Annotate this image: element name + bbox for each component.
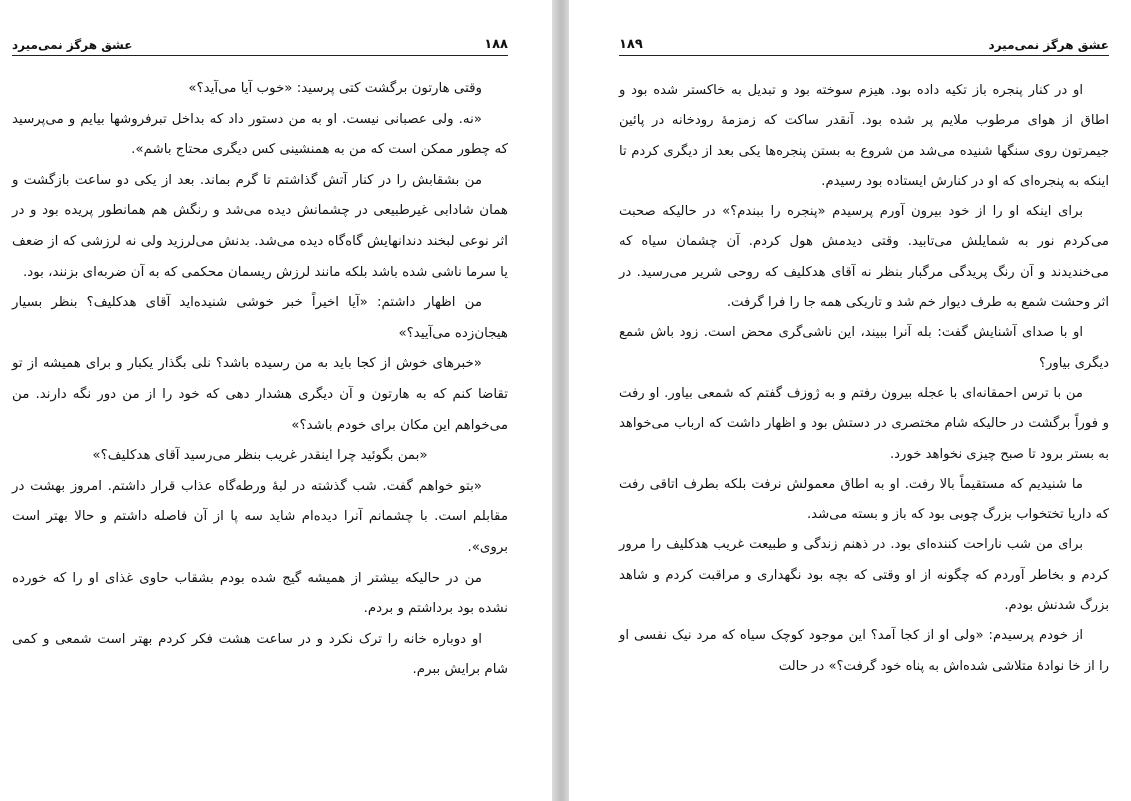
left-paragraph-7: «بتو خواهم گفت. شب گذشته در لبهٔ ورطه‌گاه عذاب قرار داشتم. امروز بهشت در مقابلم است. با چشمانم آنرا دیده‌ام شاید سه پا از آن فاصله داشتم و حالا بهتر است بروی». (12, 478, 508, 555)
left-paragraph-5: «خبرهای خوش از کجا باید به من رسیده باشد؟ نلی بگذار یکبار و برای همیشه از تو تقاضا کنم که به هارتون و آن دیگری هشدار دهی که خود را از من دور نگه دارند. من می‌خواهم این مکان برای خودم باشد؟» (12, 356, 508, 433)
left-text-body (12, 74, 508, 686)
left-page (0, 0, 552, 801)
right-running-head (619, 30, 1109, 56)
right-page (569, 0, 1131, 801)
left-paragraph-4: من اظهار داشتم: «آیا اخیراً خبر خوشی شنیده‌اید آقای هدکلیف؟ بنظر بسیار هیجان‌زده می‌آیید؟» (12, 295, 508, 341)
right-paragraph-5: ما شنیدیم که مستقیماً بالا رفت. او به اطاق معمولش نرفت بلکه بطرف اتاقی رفت که داریا تختخواب بزرگ چوبی بود که باز و بسته می‌شد. (619, 476, 1109, 523)
right-paragraph-3: او با صدای آشنایش گفت: بله آنرا ببیند، این ناشی‌گری محض است. زود باش شمع دیگری بیاور؟ (619, 325, 1109, 371)
right-paragraph-6: برای من شب ناراحت کننده‌ای بود. در ذهنم زندگی و طبیعت غریب هدکلیف را مرور کردم و بخاطر آوردم که چگونه از او وقتی که بچه بود نگهداری و مراقبت کردم و شاهد بزرگ شدنش بودم. (619, 537, 1109, 614)
left-paragraph-9: او دوباره خانه را ترک نکرد و در ساعت هشت فکر کردم بهتر است شمعی و کمی شام برایش ببرم. (12, 631, 508, 678)
left-paragraph-2: «نه. ولی عصبانی نیست. او به من دستور داد که بداخل تبرفروشها بیایم و می‌پرسید که چطور ممکن است که من به همنشینی کس دیگری محتاج باشم». (12, 111, 508, 158)
right-paragraph-2: برای اینکه او را از خود بیرون آورم پرسیدم «پنجره را ببندم؟» در حالیکه صحبت می‌کردم نور به شمایلش می‌تابید. وقتی دیدمش هول کردم. آن چشمان سیاه که می‌خندیدند و آن رنگ پرید‌گی مرگبار بنظر نه آقای هدکلیف که روحی شریر می‌رسید. در اثر وحشت شمع به طرف دیوار خم شد و تاریکی همه جا را فرا گرفت. (619, 204, 1109, 311)
left-paragraph-1: وقتی هارتون برگشت کتی پرسید: «خوب آیا می‌آید؟» (188, 81, 482, 96)
right-paragraph-4: من با ترس احمقانه‌ای با عجله بیرون رفتم و به ژوزف گفتم که شمعی بیاور. او رفت و فوراً برگشت در حالیکه شام مختصری در دستش بود و اظهار داشت که ارباب می‌خواهد به بستر برود تا صبح چیزی نخواهد خورد. (619, 385, 1109, 462)
left-paragraph-8: من در حالیکه بیشتر از همیشه گیج شده بودم بشقاب حاوی غذای او را که خورده نشده بود برداشتم و بردم. (12, 570, 508, 617)
left-book-title: عشق هرگز نمی‌میرد (12, 38, 133, 52)
left-running-head (12, 30, 508, 56)
right-paragraph-7: از خودم پرسیدم: «ولی او از کجا آمد؟ این موجود کوچک سیاه که مرد نیک نفسی او را از خا نوادهٔ متلاشی شده‌اش به پناه خود گرفت؟» در حالت (619, 628, 1109, 674)
left-paragraph-6: «بمن بگوئید چرا اینقدر غریب بنظر می‌رسید آقای هدکلیف؟» (92, 448, 428, 464)
book-gutter (552, 0, 569, 801)
right-book-title: عشق هرگز نمی‌میرد (988, 38, 1109, 52)
right-text-body (619, 76, 1109, 682)
right-paragraph-1: او در کنار پنجره باز تکیه داده بود. هیزم سوخته بود و تبدیل به خاکستر شده بود و اطاق از هوای مرطوب ملایم پر شده بود. آنقدر ساکت که زمزمهٔ رودخانه در پائین جیمرتون روی سنگها شنیده می‌شد من شروع به بستن پنجره‌ها یکی بعد از دیگری کردم تا اینکه به پنجره‌ای که او در کنارش ایستاده بود رسیدم. (619, 83, 1109, 189)
left-page-number: ۱۸۸ (484, 37, 508, 52)
left-paragraph-3: من بشقابش را در کنار آتش گذاشتم تا گرم بماند. بعد از یکی دو ساعت بازگشت و همان شادابی غیرطبیعی در چشمانش دیده می‌شد و رنگش هم همانطور پریده بود و در اثر نوعی لبخند دندانهایش گاه‌گاه دیده می‌شد. بدنش می‌لرزید ولی نه لرزشی که از ضعف یا سرما ناشی شده باشد بلکه مانند لرزش ریسمان محکمی که به آن ضربه‌ای بزنند، بود. (12, 172, 508, 280)
right-page-number: ۱۸۹ (619, 37, 643, 52)
